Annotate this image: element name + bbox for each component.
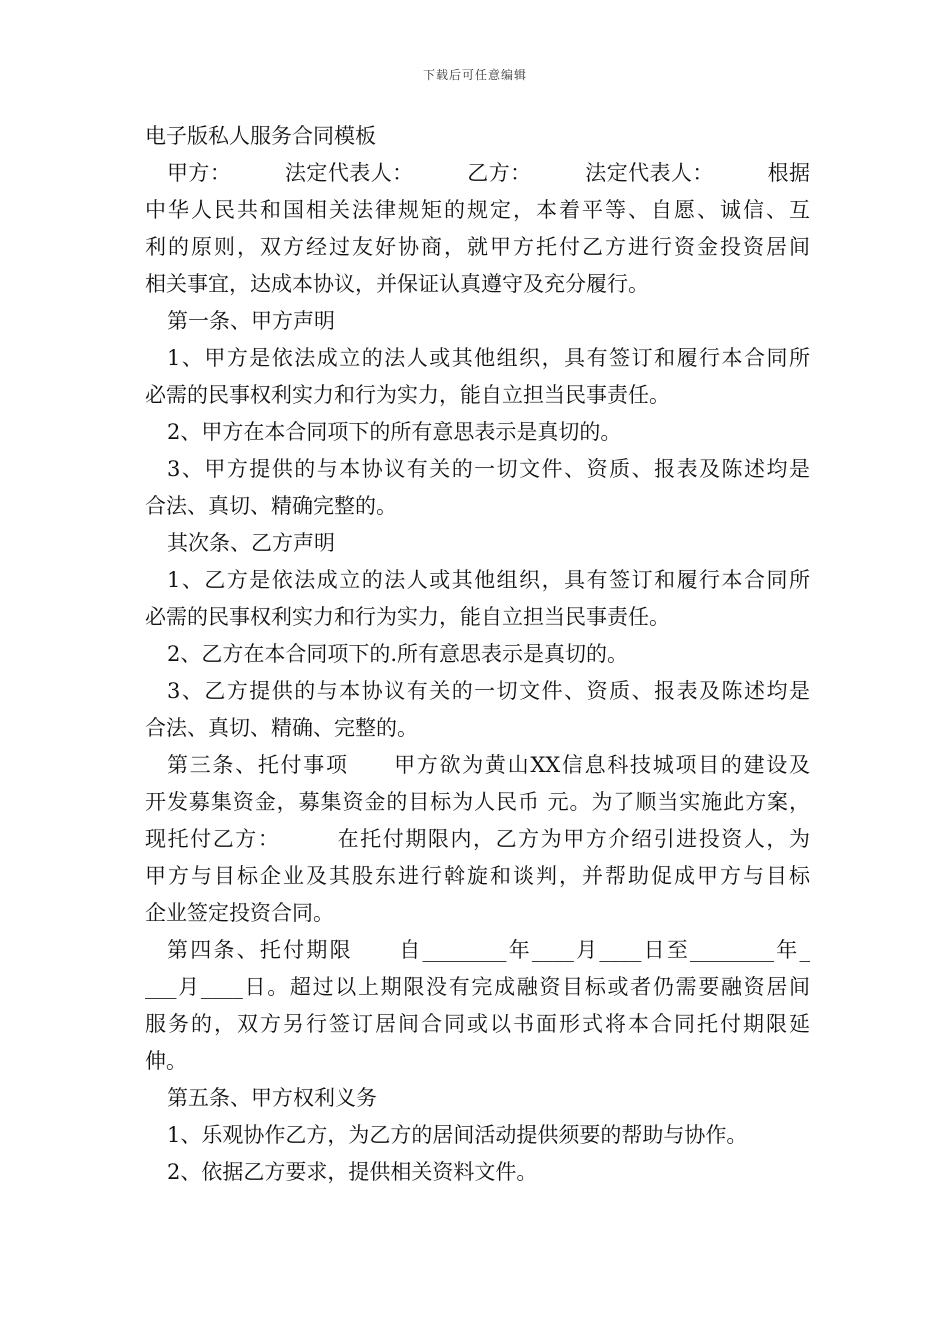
text-line: 1、乐观协作乙方，为乙方的居间活动提供须要的帮助与协作。 — [167, 1123, 748, 1147]
text-line: 甲方与目标企业及其股东进行斡旋和谈判，并帮助促成甲方与目标 — [145, 864, 810, 888]
text-line: 合法、真切、精确、完整的。 — [145, 716, 418, 740]
text-line: 必需的民事权利实力和行为实力，能自立担当民事责任。 — [145, 605, 670, 629]
text-line: 2、甲方在本合同项下的所有意思表示是真切的。 — [167, 420, 622, 444]
text-line: 中华人民共和国相关法律规矩的规定，本着平等、自愿、诚信、互 — [145, 198, 810, 222]
text-line: 第五条、甲方权利义务 — [167, 1086, 377, 1110]
text-line: 现托付乙方： 在托付期限内，乙方为甲方介绍引进投资人，为 — [145, 827, 810, 851]
text-line: 3、乙方提供的与本协议有关的一切文件、资质、报表及陈述均是 — [167, 679, 810, 703]
text-line: 甲方： 法定代表人： 乙方： 法定代表人： 根据 — [167, 161, 810, 185]
text-line: 相关事宜，达成本协议，并保证认真遵守及充分履行。 — [145, 272, 649, 296]
text-line: 必需的民事权利实力和行为实力，能自立担当民事责任。 — [145, 383, 670, 407]
text-line: 利的原则，双方经过友好协商，就甲方托付乙方进行资金投资居间 — [145, 235, 810, 259]
text-line: 伸。 — [145, 1049, 187, 1073]
text-line: 第四条、托付期限 自________年____月____日至________年_ — [167, 938, 810, 962]
text-line: 合法、真切、精确完整的。 — [145, 494, 397, 518]
text-line: 第三条、托付事项 甲方欲为黄山XX信息科技城项目的建设及 — [167, 753, 810, 777]
page-header-note: 下载后可任意编辑 — [422, 68, 527, 82]
text-line: 2、依据乙方要求，提供相关资料文件。 — [167, 1160, 538, 1184]
text-line: 服务的，双方另行签订居间合同或以书面形式将本合同托付期限延 — [145, 1012, 810, 1036]
text-line: 开发募集资金，募集资金的目标为人民币 元。为了顺当实施此方案， — [145, 790, 810, 814]
text-line: 其次条、乙方声明 — [167, 531, 335, 555]
text-line: 第一条、甲方声明 — [167, 309, 335, 333]
document-body — [145, 118, 810, 1191]
document-title: 电子版私人服务合同模板 — [145, 124, 376, 148]
text-line: 1、甲方是依法成立的法人或其他组织，具有签订和履行本合同所 — [167, 346, 810, 370]
text-line: 2、乙方在本合同项下的.所有意思表示是真切的。 — [167, 642, 629, 666]
text-line: ___月____日。超过以上期限没有完成融资目标或者仍需要融资居间 — [145, 975, 810, 999]
text-line: 1、乙方是依法成立的法人或其他组织，具有签订和履行本合同所 — [167, 568, 810, 592]
text-line: 3、甲方提供的与本协议有关的一切文件、资质、报表及陈述均是 — [167, 457, 810, 481]
text-line: 企业签定投资合同。 — [145, 901, 334, 925]
